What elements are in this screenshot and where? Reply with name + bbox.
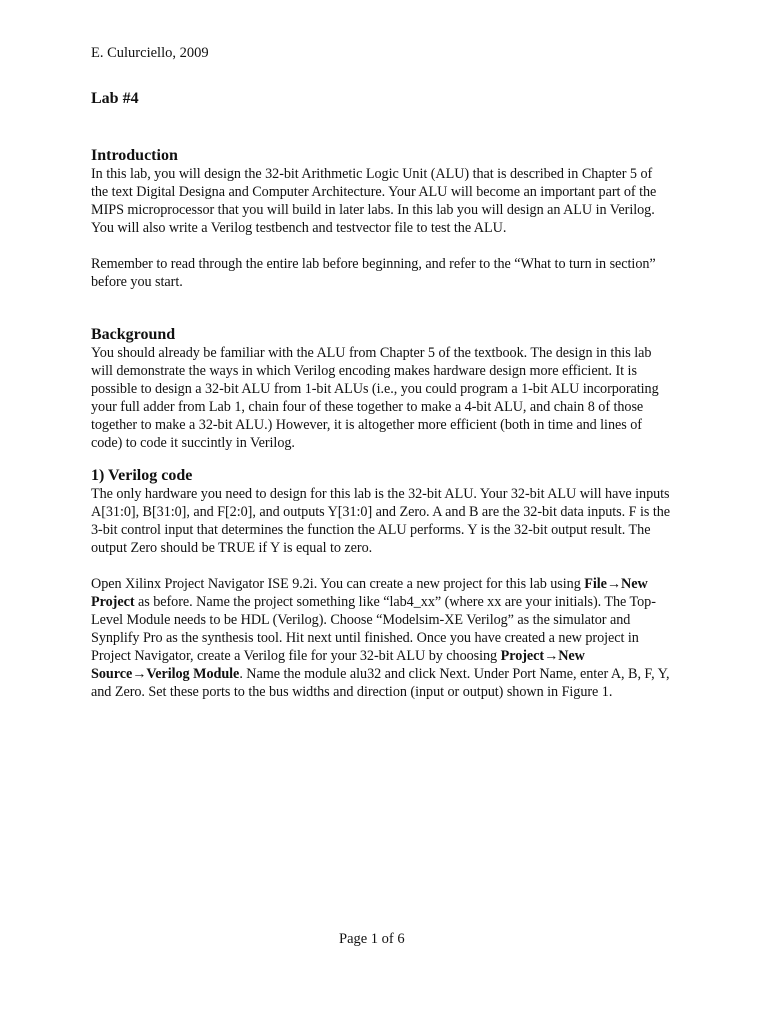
verilog-section — [91, 466, 671, 701]
introduction-paragraph-2: Remember to read through the entire lab before beginning, and refer to the “What to turn in section” before you start. — [91, 256, 656, 290]
background-section — [91, 325, 671, 452]
author-line: E. Culurciello, 2009 — [91, 45, 209, 61]
page-number: Page 1 of 6 — [339, 931, 405, 947]
background-paragraph: You should already be familiar with the ALU from Chapter 5 of the textbook. The design in this lab will demonstrate the ways in which Verilog encoding makes hardware design more efficient. It is possible to design a 32-bit ALU from 1-bit ALUs (i.e., you could program a 1-bit ALU incorporating your full adder from Lab 1, chain four of these together to make a 4-bit ALU, and chain 8 of those together to make a 32-bit ALU.) However, it is altogether more efficient (both in time and lines of code) to code it succintly in Verilog. — [91, 345, 659, 451]
menu-path-verilog-module: Project→New Source→Verilog Module — [91, 648, 585, 682]
verilog-heading: 1) Verilog code — [91, 467, 193, 484]
verilog-paragraph-2 — [91, 575, 671, 701]
verilog-paragraph-1: The only hardware you need to design for this lab is the 32-bit ALU. Your 32-bit ALU will have inputs A[31:0], B[31:0], and F[2:0], and outputs Y[31:0] and Zero. A and B are the 32-bit data inputs. F is the 3-bit control input that determines the function the ALU performs. Y is the 32-bit output result. The output Zero should be TRUE if Y is equal to zero. — [91, 486, 671, 556]
verilog-paragraph-2-text-c: . Name the module alu32 and click Next. Under Port Name, enter A, B, F, Y, and Zero. Set these ports to the bus widths and direction (input or output) shown in Figure 1. — [91, 666, 670, 700]
lab-title: Lab #4 — [91, 90, 139, 107]
introduction-paragraph-1: In this lab, you will design the 32-bit Arithmetic Logic Unit (ALU) that is described in Chapter 5 of the text Digital Designa and Computer Architecture. Your ALU will become an important part of the MIPS microprocessor that you will build in later labs. In this lab you will design an ALU in Verilog. You will also write a Verilog testbench and testvector file to test the ALU. — [91, 166, 657, 236]
menu-path-file-new-project: File→New Project — [91, 576, 648, 610]
verilog-paragraph-2-text-a: Open Xilinx Project Navigator ISE 9.2i. You can create a new project for this lab using — [91, 576, 585, 592]
background-heading: Background — [91, 326, 176, 343]
introduction-section — [91, 146, 671, 291]
introduction-heading: Introduction — [91, 147, 178, 164]
verilog-paragraph-2-text-b: as before. Name the project something like “lab4_xx” (where xx are your initials). The Top-Level Module needs to be HDL (Verilog). Choose “Modelsim-XE Verilog” as the simulator and Synplify Pro as the synthesis tool. Hit next until finished. Once you have created a new project in Project Navigator, create a Verilog file for your 32-bit ALU by choosing — [91, 594, 656, 664]
